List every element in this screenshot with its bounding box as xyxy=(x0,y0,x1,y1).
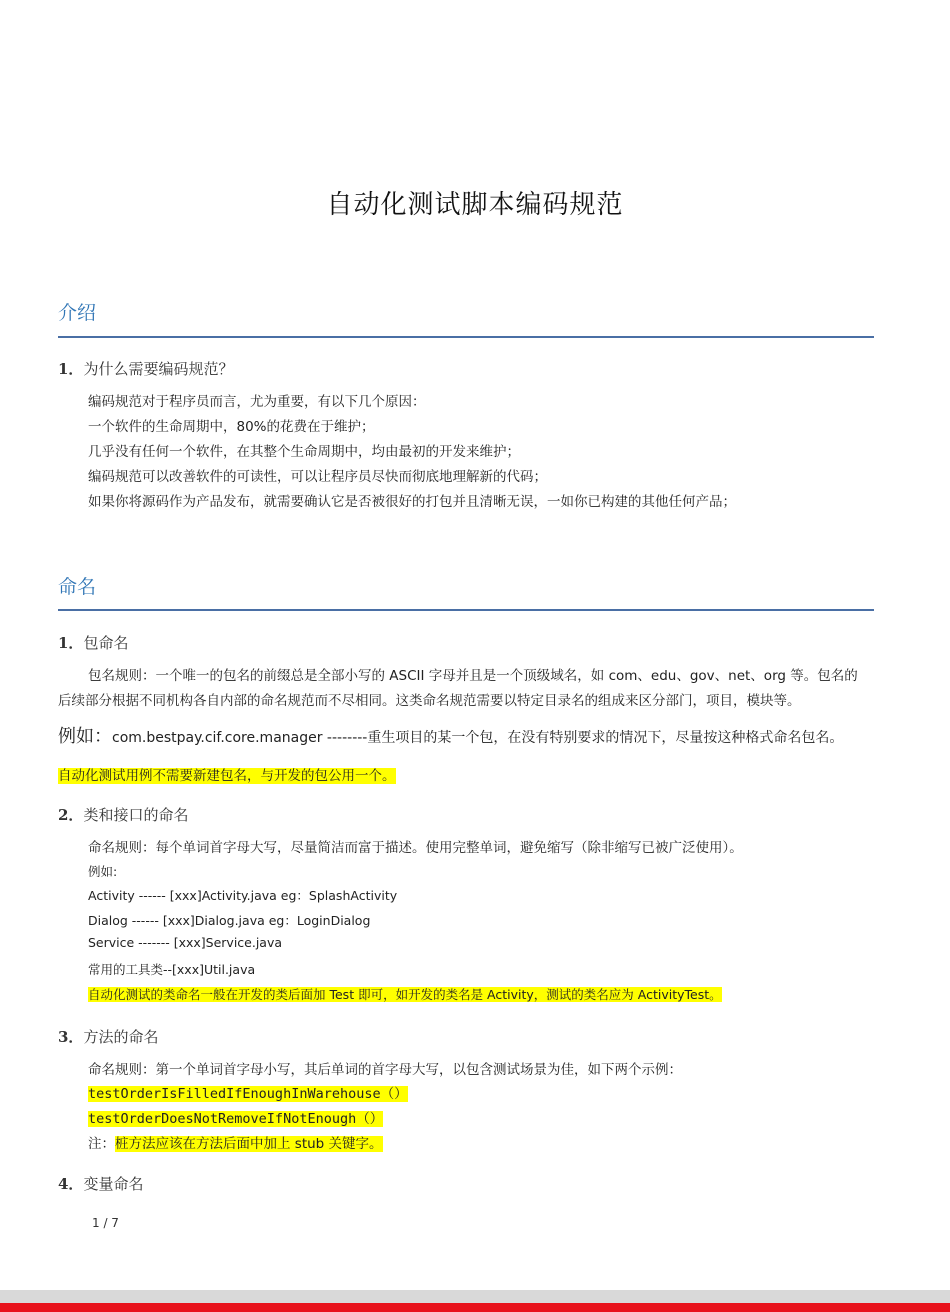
package-rule-line: 后续部分根据不同机构各自内部的命名规范而不尽相同。这类命名规范需要以特定目录名的组成来区分部门，项目，模块等。 xyxy=(58,693,801,709)
method-note xyxy=(88,1132,383,1152)
viewer-footer-bar xyxy=(0,1290,950,1303)
subheading-method-naming xyxy=(58,1026,158,1047)
subheading-text: 方法的命名 xyxy=(83,1028,159,1046)
method-rule-line: 命名规则：第一个单词首字母小写，其后单词的首字母大写，以包含测试场景为佳，如下两个示例： xyxy=(88,1062,682,1078)
method-code-example xyxy=(88,1082,408,1102)
section-divider xyxy=(58,336,874,338)
code-highlight: testOrderDoesNotRemoveIfNotEnough（） xyxy=(88,1111,384,1127)
example-text: com.bestpay.cif.core.manager --------重生项目的某一个包，在没有特别要求的情况下，尽量按这种格式命名包名。 xyxy=(112,730,844,746)
subheading-package-naming xyxy=(58,632,128,653)
subheading-text: 包命名 xyxy=(83,634,129,652)
subheading-number: 2． xyxy=(58,806,84,824)
example-label: 例如： xyxy=(58,726,112,747)
package-rule-line: 包名规则：一个唯一的包名的前缀总是全部小写的 ASCII 字母并且是一个顶级域名，如 com、edu、gov、net、org 等。包名的 xyxy=(88,668,858,684)
intro-line: 如果你将源码作为产品发布，就需要确认它是否被很好的打包并且清晰无误，一如你已构建的其他任何产品； xyxy=(88,494,736,510)
class-example-intro: 例如: xyxy=(88,864,118,879)
document-title: 自动化测试脚本编码规范 xyxy=(326,190,624,220)
subheading-number: 3． xyxy=(58,1028,84,1046)
subheading-number: 1． xyxy=(58,360,84,378)
subheading-why-coding-standards xyxy=(58,358,233,379)
intro-line: 编码规范对于程序员而言，尤为重要，有以下几个原因： xyxy=(88,394,426,410)
intro-line: 编码规范可以改善软件的可读性，可以让程序员尽快而彻底地理解新的代码； xyxy=(88,469,547,485)
note-prefix: 注： xyxy=(88,1136,115,1152)
highlighted-text: 桩方法应该在方法后面中加上 stub 关键字。 xyxy=(115,1136,383,1152)
method-code-example xyxy=(88,1107,383,1127)
class-rule-line: 命名规则：每个单词首字母大写，尽量简洁而富于描述。使用完整单词，避免缩写（除非缩写已被广泛使用）。 xyxy=(88,840,743,856)
page-number: 1 / 7 xyxy=(92,1216,119,1230)
highlighted-text: 自动化测试的类命名一般在开发的类后面加 Test 即可，如开发的类名是 Activity，测试的类名应为 ActivityTest。 xyxy=(88,987,722,1002)
subheading-number: 4． xyxy=(58,1175,84,1193)
viewer-footer-accent xyxy=(0,1303,950,1312)
subheading-text: 变量命名 xyxy=(83,1175,144,1193)
section-heading-intro: 介绍 xyxy=(58,302,97,324)
subheading-class-naming xyxy=(58,804,188,825)
subheading-text: 为什么需要编码规范？ xyxy=(83,360,234,378)
highlighted-text: 自动化测试用例不需要新建包名，与开发的包公用一个。 xyxy=(58,768,396,784)
intro-line: 一个软件的生命周期中，80%的花费在于维护； xyxy=(88,419,375,435)
class-example-line: 常用的工具类--[xxx]Util.java xyxy=(88,962,256,977)
code-highlight: testOrderIsFilledIfEnoughInWarehouse（） xyxy=(88,1086,408,1102)
class-example-line: Dialog ------ [xxx]Dialog.java eg：LoginDialog xyxy=(88,913,371,928)
subheading-variable-naming xyxy=(58,1173,143,1194)
class-example-line: Service ------- [xxx]Service.java xyxy=(88,935,283,950)
class-highlight-note xyxy=(88,985,722,1003)
section-divider xyxy=(58,609,874,611)
section-heading-naming: 命名 xyxy=(58,576,97,598)
subheading-text: 类和接口的命名 xyxy=(83,806,189,824)
intro-line: 几乎没有任何一个软件，在其整个生命周期中，均由最初的开发来维护； xyxy=(88,444,520,460)
package-highlight-note xyxy=(58,764,396,784)
package-example xyxy=(58,722,843,748)
subheading-number: 1． xyxy=(58,634,84,652)
class-example-line: Activity ------ [xxx]Activity.java eg：SplashActivity xyxy=(88,888,398,903)
